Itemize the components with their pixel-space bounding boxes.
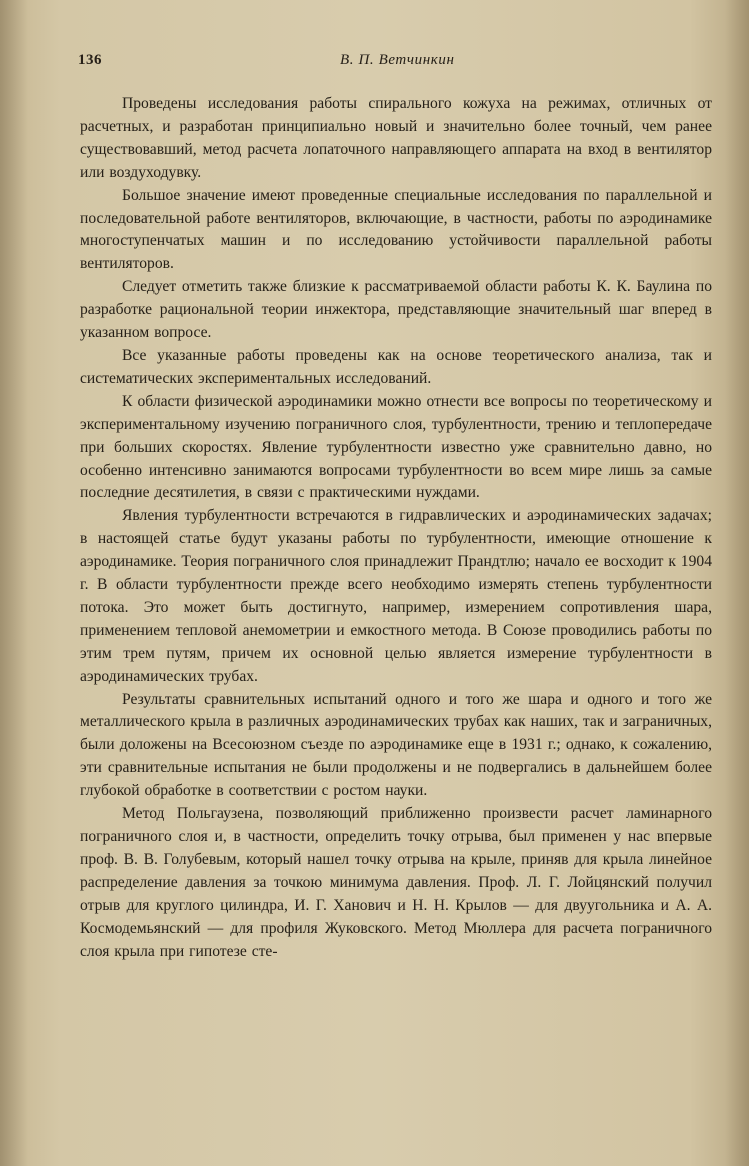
paragraph: Проведены исследования работы спирального кожуха на режимах, отличных от расчетных, и разработан принципиально новый и значительно более точный, чем ранее существовавший, метод расчета лопаточного направляющего аппарата на вход в вентилятор или воздуходувку. xyxy=(80,95,712,181)
body-text xyxy=(80,93,712,963)
paragraph: Большое значение имеют проведенные специальные исследования по параллельной и последовательной работе вентиляторов, включающие, в частности, работы по аэродинамике многоступенчатых машин и по исследованию устойчивости параллельной работы вентиляторов. xyxy=(80,186,712,273)
paragraph: Результаты сравнительных испытаний одного и того же шара и одного и того же металлического крыла в различных аэродинамических трубах как наших, так и заграничных, были доложены на Всесоюзном съезде по аэродинамике еще в 1931 г.; однако, к сожалению, эти сравнительные испытания не были продолжены и не подвергались в дальнейшем более глубокой обработке в соответствии с ростом науки. xyxy=(80,690,712,800)
paragraph: Явления турбулентности встречаются в гидравлических и аэродинамических задачах; в настоящей статье будут указаны работы по турбулентности, имеющие отношение к аэродинамике. Теория пограничного слоя принадлежит Прандтлю; начало ее восходит к 1904 г. В области турбулентности прежде всего необходимо измерять степень турбулентности потока. Это может быть достигнуто, например, измерением сопротивления шара, применением тепловой анемометрии и емкостного метода. В Союзе проводились работы по этим трем путям, причем их основной целью является измерение турбулентности в аэродинамических трубах. xyxy=(80,507,712,685)
page-number: 136 xyxy=(78,52,102,68)
page-gutter-shadow xyxy=(0,0,28,1166)
running-head: В. П. Ветчинкин xyxy=(340,52,455,68)
paragraph: Следует отметить также близкие к рассматриваемой области работы К. К. Баулина по разработке рациональной теории инжектора, представляющие значительный шаг вперед в указанном вопросе. xyxy=(80,278,712,342)
paragraph: Метод Польгаузена, позволяющий приближенно произвести расчет ламинарного пограничного слоя и, в частности, определить точку отрыва, был применен у нас впервые проф. В. В. Голубевым, который нашел точку отрыва на крыле, приняв для крыла линейное распределение давления за точкою минимума давления. Проф. Л. Г. Лойцянский получил отрыв для круглого цилиндра, И. Г. Ханович и Н. Н. Крылов — для двуугольника и А. А. Космодемьянский — для профиля Жуковского. Метод Мюллера для расчета пограничного слоя крыла при гипотезе сте- xyxy=(80,805,712,960)
page-edge-shadow xyxy=(725,0,749,1166)
paragraph: Все указанные работы проведены как на основе теоретического анализа, так и систематических экспериментальных исследований. xyxy=(80,346,712,387)
page-header xyxy=(78,52,718,76)
paragraph: К области физической аэродинамики можно отнести все вопросы по теоретическому и экспериментальному изучению пограничного слоя, турбулентности, трению и теплопередаче при больших скоростях. Явление турбулентности известно уже сравнительно давно, но особенно интенсивно занимаются вопросами турбулентности во всем мире лишь за самые последние десятилетия, в связи с практическими нуждами. xyxy=(80,392,712,502)
